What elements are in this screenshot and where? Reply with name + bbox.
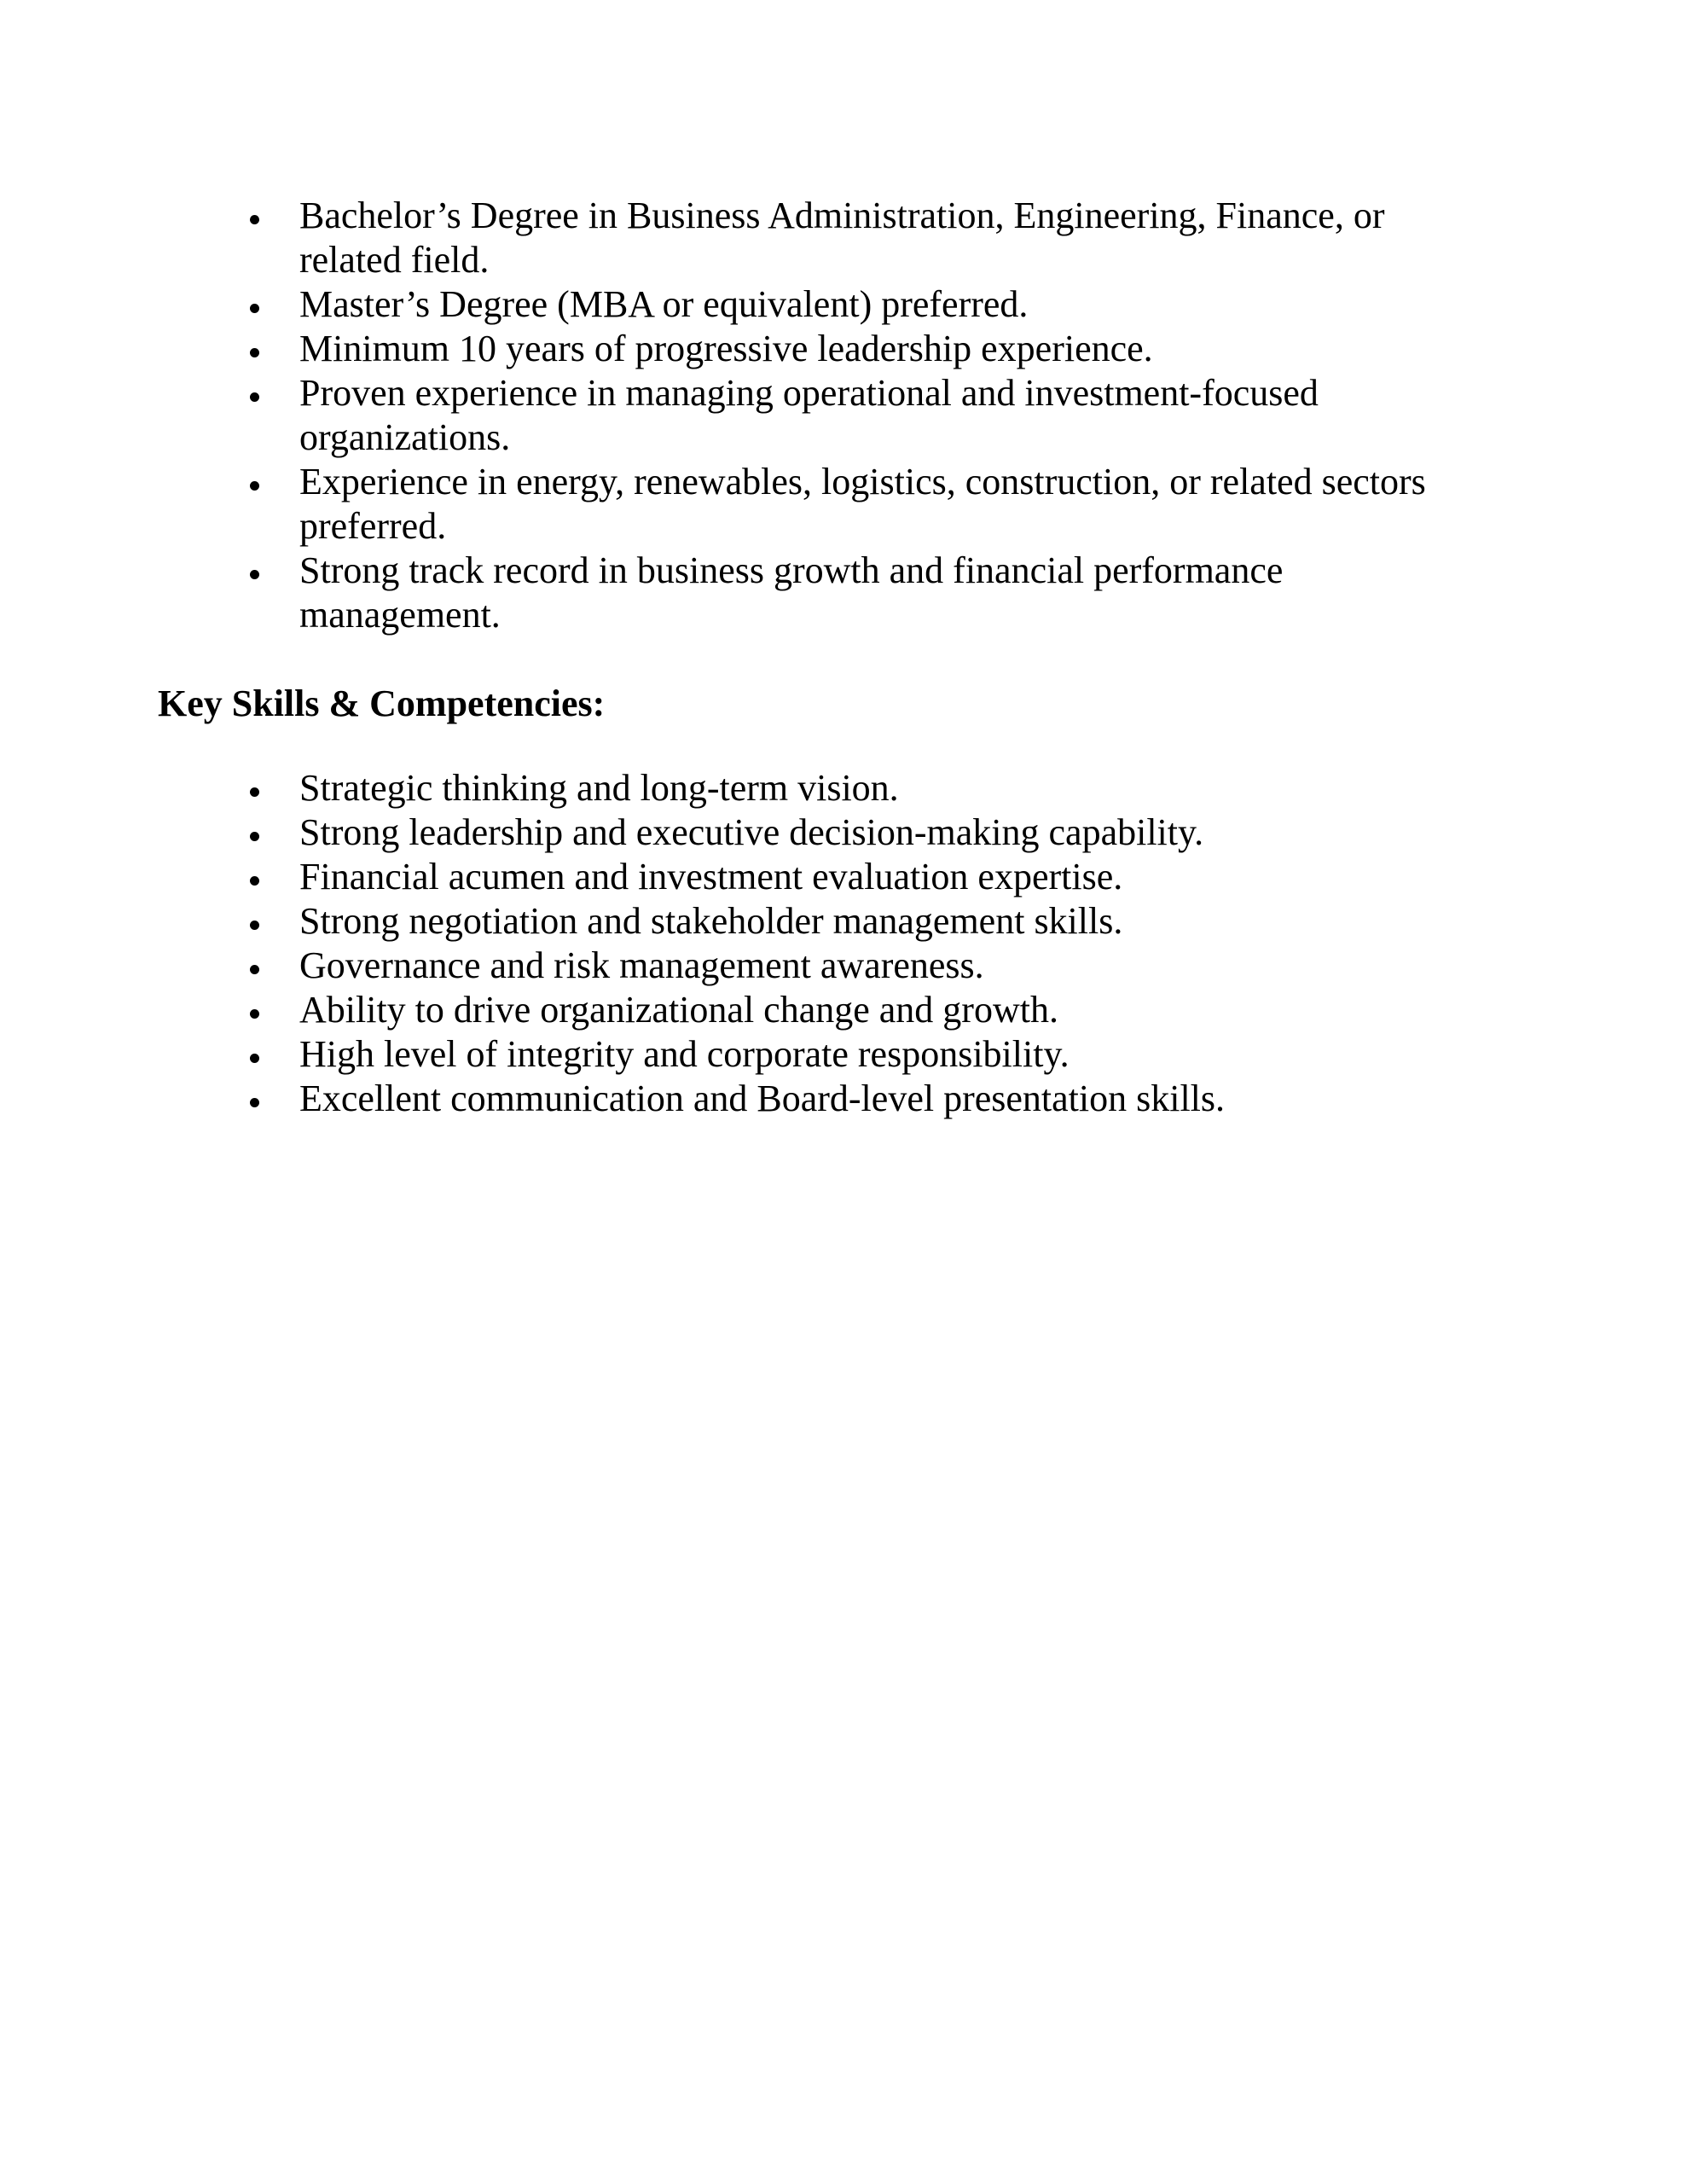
section-heading-key-skills: Key Skills & Competencies: (158, 682, 606, 724)
bullet-icon (250, 965, 259, 974)
list-item-text: Proven experience in managing operational and investment-focused organizations. (299, 372, 1319, 458)
list-item-text: Master’s Degree (MBA or equivalent) preferred. (299, 283, 1029, 325)
list-item (0, 988, 1529, 1032)
list-item-text: Excellent communication and Board-level presentation skills. (299, 1077, 1226, 1119)
bullet-icon (250, 392, 259, 402)
bullet-icon (250, 215, 259, 224)
bullet-icon (250, 304, 259, 313)
bullet-icon (250, 921, 259, 930)
list-item-text: Strong leadership and executive decision-making capability. (299, 811, 1204, 853)
bullet-icon (250, 1098, 259, 1107)
bullet-icon (250, 787, 259, 797)
list-item-text: Ability to drive organizational change and growth. (299, 989, 1058, 1031)
list-item-text: Strong track record in business growth and financial performance management. (299, 549, 1284, 636)
list-item-text: Bachelor’s Degree in Business Administration, Engineering, Finance, or related field. (299, 195, 1385, 281)
bullet-icon (250, 570, 259, 579)
bullet-icon (250, 876, 259, 886)
bullet-icon (250, 1054, 259, 1063)
bullet-icon (250, 1009, 259, 1019)
requirements-list (0, 194, 1529, 637)
list-item (0, 1077, 1529, 1121)
list-item (0, 327, 1529, 371)
list-item-text: High level of integrity and corporate responsibility. (299, 1033, 1070, 1075)
bullet-icon (250, 832, 259, 841)
list-item-text: Minimum 10 years of progressive leadership experience. (299, 328, 1153, 369)
list-item (0, 855, 1529, 899)
list-item-text: Strong negotiation and stakeholder management skills. (299, 900, 1123, 942)
list-item (0, 194, 1529, 282)
list-item (0, 899, 1529, 944)
list-item (0, 810, 1529, 855)
list-item (0, 766, 1529, 810)
list-item (0, 371, 1529, 460)
bullet-icon (250, 348, 259, 357)
list-item-text: Experience in energy, renewables, logistics, construction, or related sectors preferred. (299, 461, 1426, 547)
skills-list (0, 766, 1529, 1121)
bullet-icon (250, 481, 259, 491)
list-item-text: Strategic thinking and long-term vision. (299, 767, 899, 809)
list-item (0, 282, 1529, 327)
list-item (0, 460, 1529, 549)
list-item (0, 1032, 1529, 1077)
list-item-text: Financial acumen and investment evaluation expertise. (299, 856, 1123, 897)
list-item (0, 944, 1529, 988)
list-item (0, 549, 1529, 637)
list-item-text: Governance and risk management awareness. (299, 944, 984, 986)
